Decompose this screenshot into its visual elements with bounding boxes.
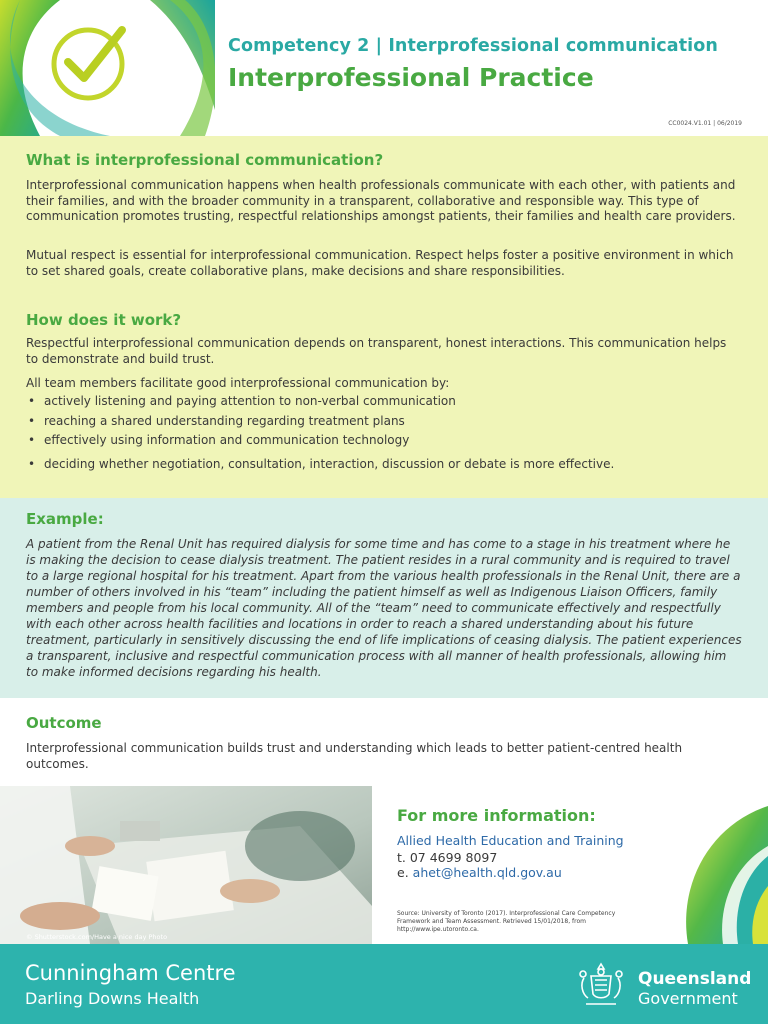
outcome-section: [0, 698, 768, 786]
header-swirl-graphic: [0, 0, 215, 136]
centre-name: Cunningham Centre: [25, 961, 236, 985]
document-code: CC0024.V1.01 | 06/2019: [668, 120, 742, 127]
contact-block: [372, 786, 768, 944]
example-section: [0, 498, 768, 698]
photo-credit: © Shutterstock.com/Have a nice day Photo: [26, 933, 168, 941]
source-citation: Source: University of Toronto (2017). Interprofessional Care Competency Framework and Team Assessment. Retrieved 15/01/2018, from http://www.ipe.utoronto.ca.: [397, 910, 616, 933]
email-row: [397, 865, 562, 880]
how-heading: How does it work?: [26, 311, 182, 329]
example-heading: Example:: [26, 510, 104, 528]
what-heading: What is interprofessional communication?: [26, 151, 384, 169]
bullet-item: • reaching a shared understanding regarding treatment plans: [26, 414, 742, 430]
email-link[interactable]: ahet@health.qld.gov.au: [412, 865, 562, 880]
government-name-line2: Government: [638, 989, 738, 1008]
outcome-heading: Outcome: [26, 714, 102, 732]
example-text: A patient from the Renal Unit has required dialysis for some time and has come to a stage in his treatment where he is making the decision to cease dialysis treatment. The patient resides in a rural community and is required to travel to a large regional hospital for his treatment. Apart from the various health professionals in the Renal Unit, there are a number of others involved in his “team” including the patient himself as well as Indigenous Liaison Officers, family members and people from his local community. All of the “team” need to communicate effectively and respectfully with each other across health facilities and locations in order to reach a shared understanding about his future treatment, particularly in sensitively discussing the end of life implications of ceasing dialysis. The patient experiences a transparent, inclusive and respectful communication process with all manner of health professionals, allowing him to make informed decisions regarding his health.: [26, 537, 742, 679]
how-paragraph-1: Respectful interprofessional communication depends on transparent, honest interactions. This communication helps to demonstrate and build trust.: [26, 336, 727, 366]
team-photo: [0, 786, 372, 944]
how-paragraph-2: All team members facilitate good interprofessional communication by:: [26, 376, 450, 390]
email-prefix: e.: [397, 865, 409, 880]
bullet-item: • deciding whether negotiation, consultation, interaction, discussion or debate is more effective.: [26, 457, 742, 473]
more-info-heading: For more information:: [397, 806, 596, 825]
team-photo-illustration: [0, 786, 372, 944]
info-section: [0, 136, 768, 498]
header: [0, 0, 768, 136]
page-title: Interprofessional Practice: [228, 63, 594, 92]
government-name-line1: Queensland: [638, 969, 752, 989]
outcome-text: Interprofessional communication builds trust and understanding which leads to better patient-centred health outcomes.: [26, 741, 683, 771]
phone-number: t. 07 4699 8097: [397, 850, 498, 865]
how-bullet-list: [26, 394, 742, 476]
contact-swirl-graphic: [638, 786, 768, 944]
what-paragraph-1: Interprofessional communication happens when health professionals communicate with each other, with patients and their families, and with the broader community in a transparent, collaborative and responsible way. This type of communication promotes trusting, respectful relationships amongst patients, their families and health care providers.: [26, 178, 736, 224]
footer: [0, 944, 768, 1024]
department-name: Darling Downs Health: [25, 989, 200, 1008]
organisation-name: Allied Health Education and Training: [397, 833, 624, 848]
what-paragraph-2: Mutual respect is essential for interprofessional communication. Respect helps foster a positive environment in which to set shared goals, create collaborative plans, make decisions and share responsibilities.: [26, 248, 734, 278]
bullet-item: • actively listening and paying attention to non-verbal communication: [26, 394, 742, 410]
queensland-crest-icon: [574, 958, 628, 1012]
bullet-item: • effectively using information and communication technology: [26, 433, 742, 449]
competency-subtitle: Competency 2 | Interprofessional communication: [228, 36, 718, 56]
